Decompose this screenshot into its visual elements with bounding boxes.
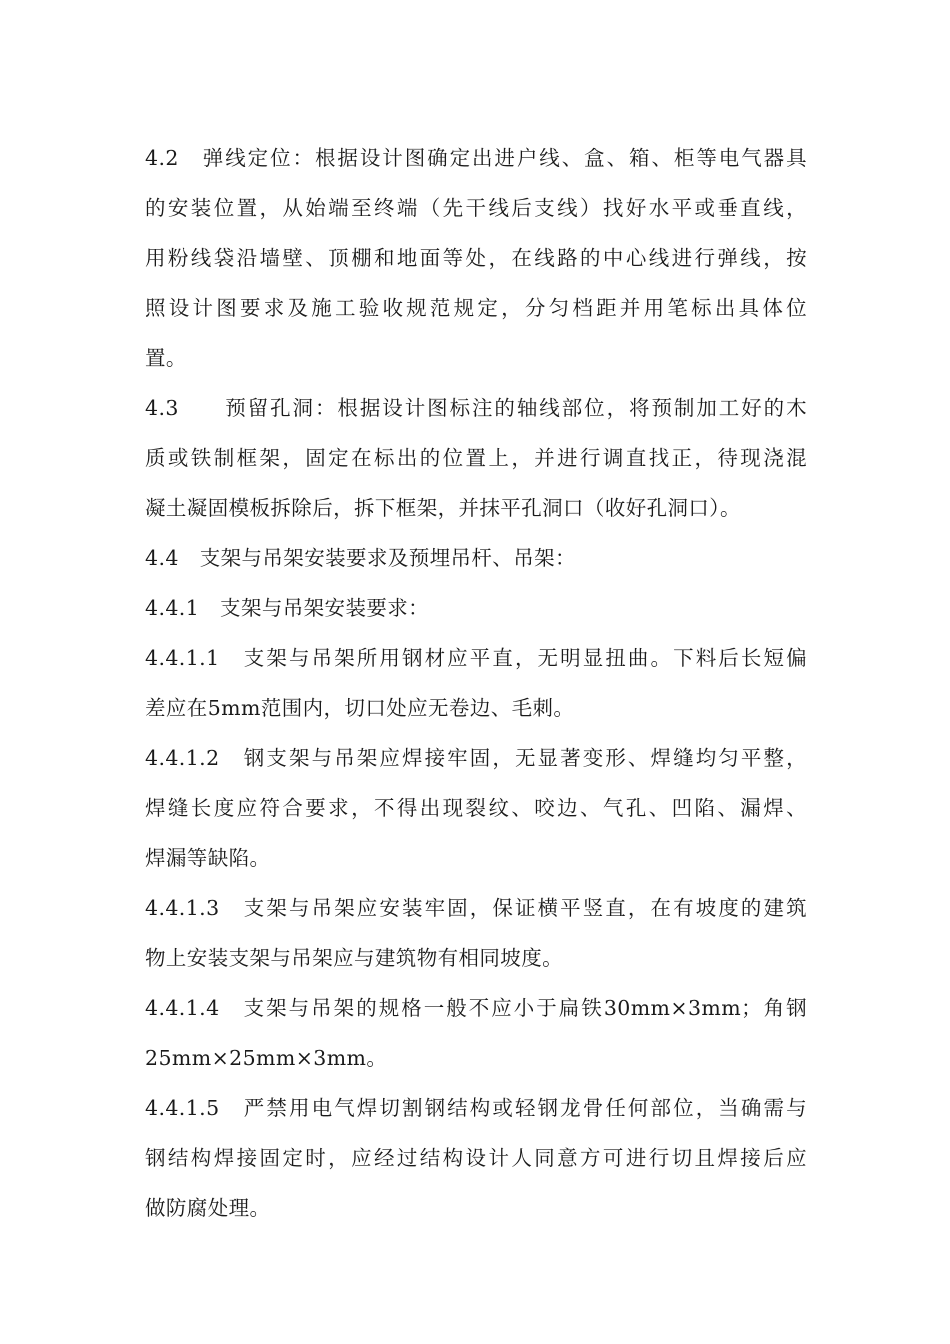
heading-4-4 bbox=[145, 533, 807, 583]
text-line: 钢结构焊接固定时，应经过结构设计人同意方可进行切且焊接后应 bbox=[145, 1146, 807, 1170]
text-line: 4.3 预留孔洞：根据设计图标注的轴线部位，将预制加工好的木 bbox=[145, 396, 807, 420]
text-line: 25mm×25mm×3mm。 bbox=[145, 1046, 388, 1070]
text-line: 用粉线袋沿墙壁、顶棚和地面等处，在线路的中心线进行弹线，按 bbox=[145, 246, 807, 270]
text-line: 凝土凝固模板拆除后，拆下框架，并抹平孔洞口（收好孔洞口）。 bbox=[145, 496, 741, 520]
paragraph-4-4-1-1 bbox=[145, 633, 807, 733]
text-line: 差应在5mm范围内，切口处应无卷边、毛刺。 bbox=[145, 696, 575, 720]
text-line: 4.4.1 支架与吊架安装要求： bbox=[145, 596, 430, 620]
text-line: 4.4 支架与吊架安装要求及预埋吊杆、吊架： bbox=[145, 546, 576, 570]
paragraph-4-4-1-4 bbox=[145, 983, 807, 1083]
text-line: 的安装位置，从始端至终端（先干线后支线）找好水平或垂直线， bbox=[145, 196, 807, 220]
text-line: 4.4.1.4 支架与吊架的规格一般不应小于扁铁30mm×3mm；角钢 bbox=[145, 996, 807, 1020]
text-line: 4.4.1.2 钢支架与吊架应焊接牢固，无显著变形、焊缝均匀平整， bbox=[145, 746, 807, 770]
text-line: 质或铁制框架，固定在标出的位置上，并进行调直找正，待现浇混 bbox=[145, 446, 807, 470]
text-line: 4.4.1.5 严禁用电气焊切割钢结构或轻钢龙骨任何部位，当确需与 bbox=[145, 1096, 807, 1120]
text-line: 4.4.1.1 支架与吊架所用钢材应平直，无明显扭曲。下料后长短偏 bbox=[145, 646, 807, 670]
text-line: 4.2 弹线定位：根据设计图确定出进户线、盒、箱、柜等电气器具 bbox=[145, 146, 807, 170]
document-body bbox=[145, 133, 807, 1233]
text-line: 照设计图要求及施工验收规范规定，分匀档距并用笔标出具体位 bbox=[145, 296, 807, 320]
text-line: 置。 bbox=[145, 346, 187, 370]
paragraph-4-3 bbox=[145, 383, 807, 533]
heading-4-4-1 bbox=[145, 583, 807, 633]
paragraph-4-4-1-5 bbox=[145, 1083, 807, 1233]
text-line: 焊漏等缺陷。 bbox=[145, 846, 271, 870]
text-line: 做防腐处理。 bbox=[145, 1196, 271, 1220]
text-line: 物上安装支架与吊架应与建筑物有相同坡度。 bbox=[145, 946, 563, 970]
text-line: 焊缝长度应符合要求，不得出现裂纹、咬边、气孔、凹陷、漏焊、 bbox=[145, 796, 807, 820]
paragraph-4-4-1-3 bbox=[145, 883, 807, 983]
text-line: 4.4.1.3 支架与吊架应安装牢固，保证横平竖直，在有坡度的建筑 bbox=[145, 896, 807, 920]
paragraph-4-2 bbox=[145, 133, 807, 383]
paragraph-4-4-1-2 bbox=[145, 733, 807, 883]
